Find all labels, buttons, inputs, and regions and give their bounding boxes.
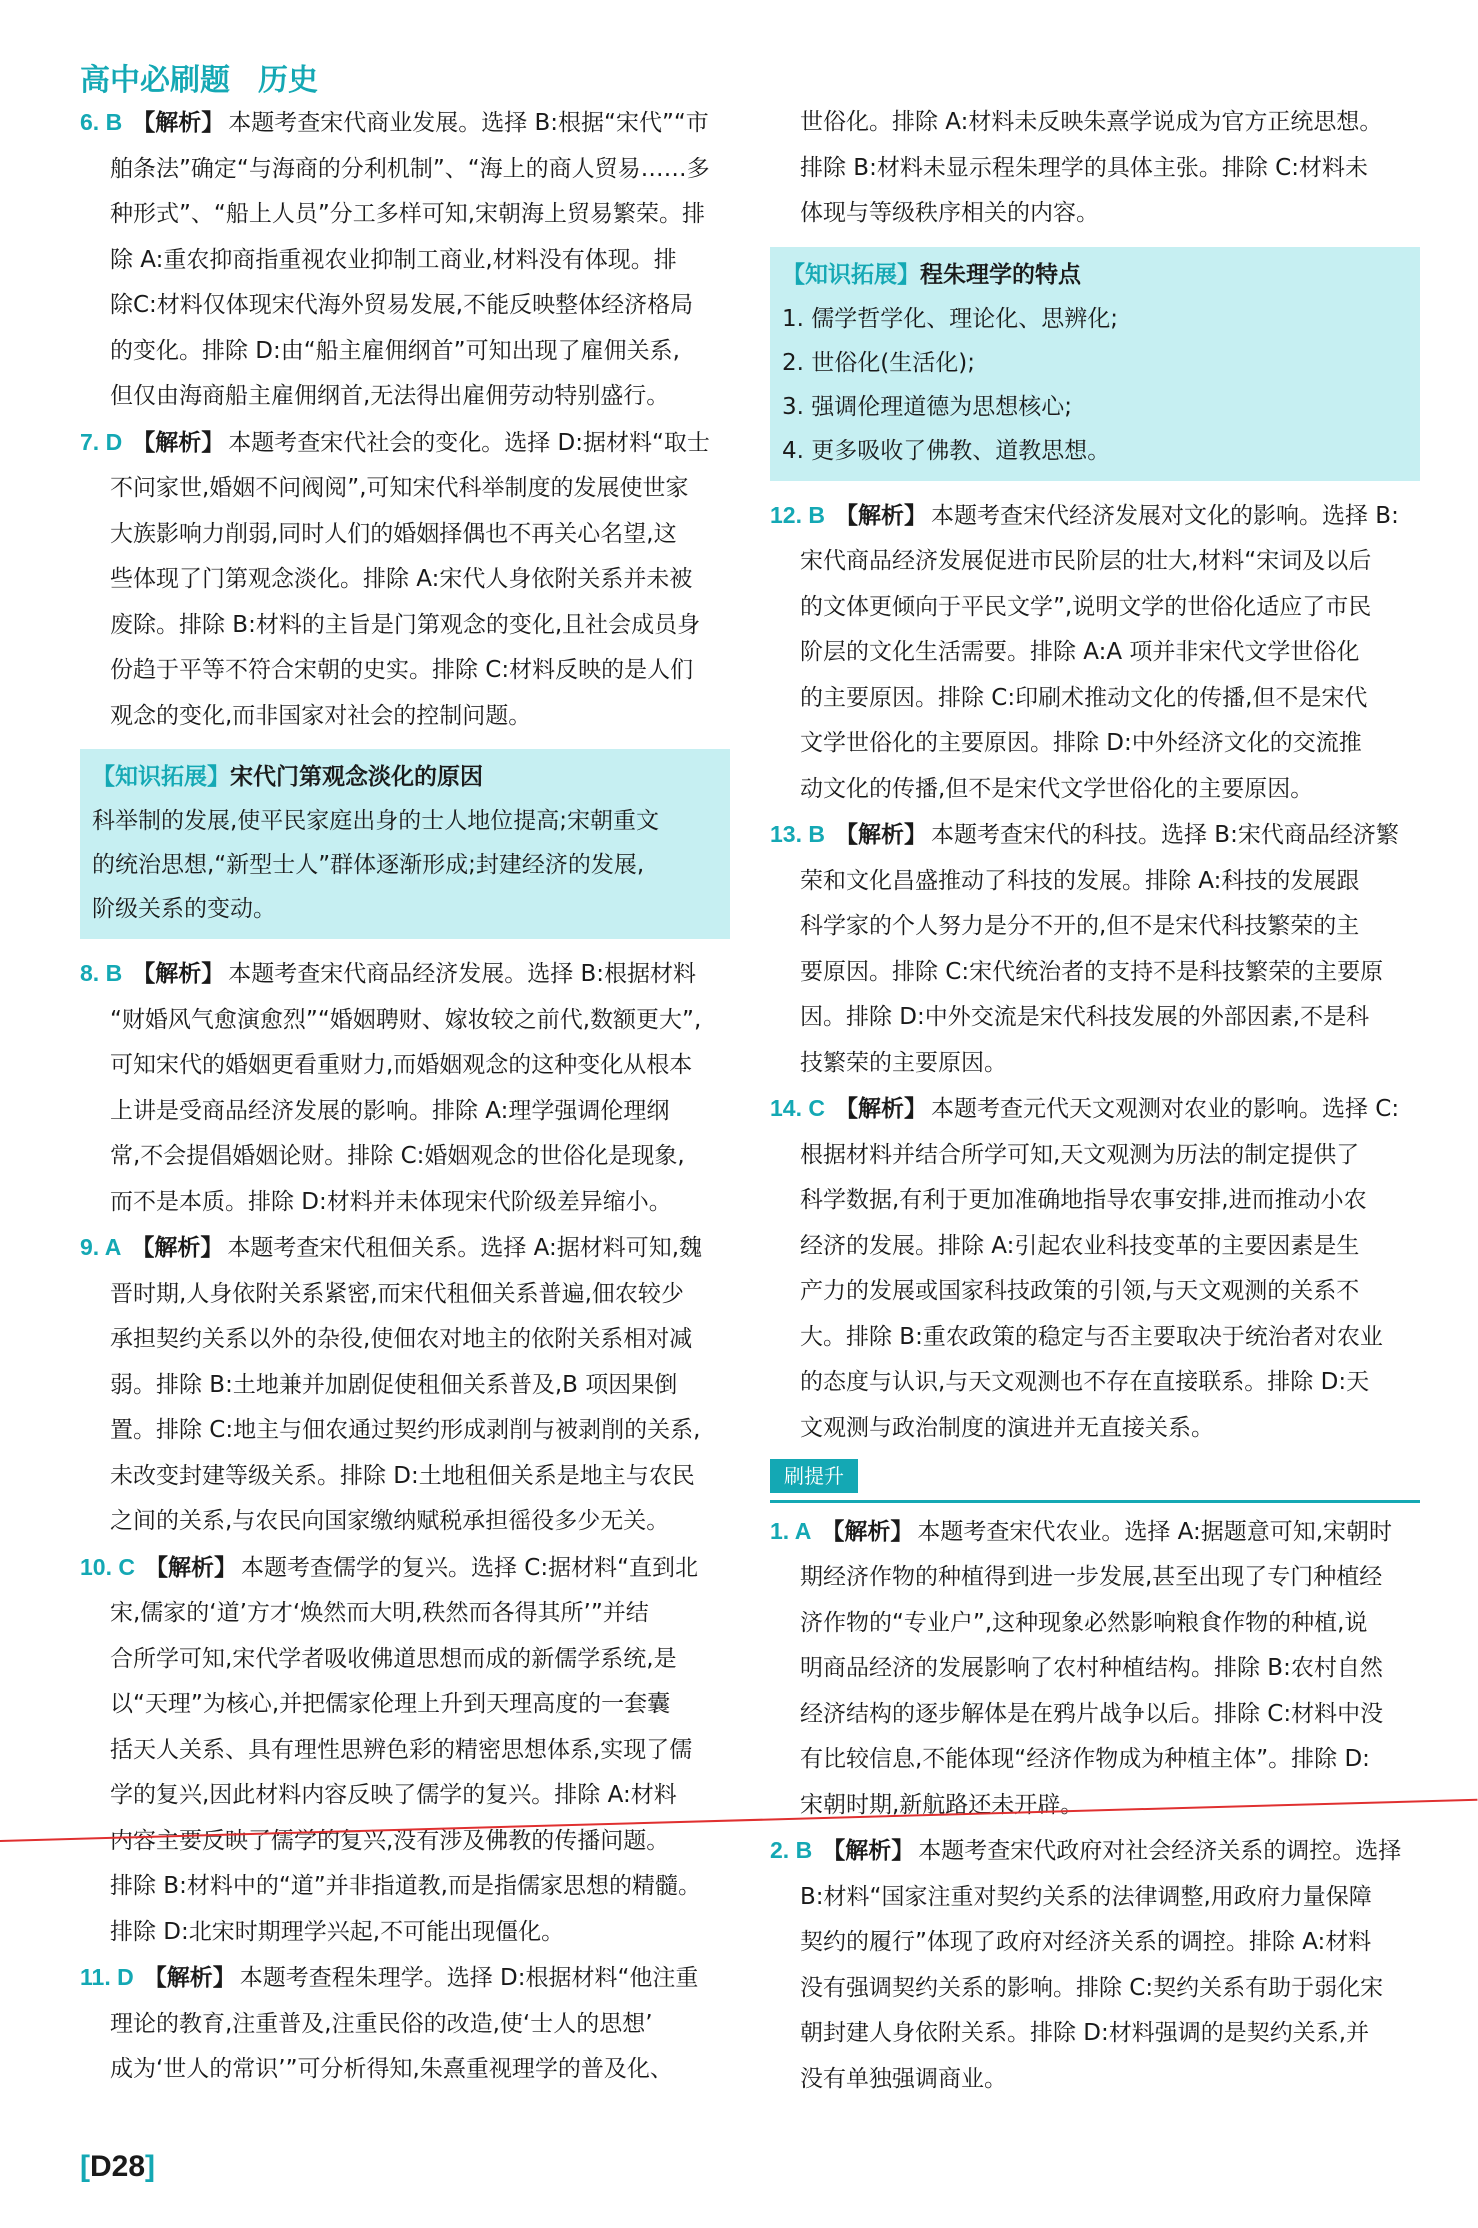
answer-line: 的文体更倾向于平民文学”,说明文学的世俗化适应了市民: [800, 593, 1372, 620]
answer-line: 之间的关系,与农民向国家缴纳赋税承担徭役多少无关。: [110, 1508, 670, 1534]
answer-line: 科学家的个人努力是分不开的,但不是宋代科技繁荣的主: [800, 913, 1360, 939]
answer-line: 没有强调契约关系的影响。排除 C:契约关系有助于弱化宋: [800, 1974, 1384, 2001]
answer-text: 本题考查宋代租佃关系。选择 A:据材料可知,魏: [227, 1235, 703, 1261]
answer-line: 排除 D:北宋时期理学兴起,不可能出现僵化。: [110, 1918, 565, 1945]
answer-line: 经济的发展。排除 A:引起农业科技变革的主要因素是生: [800, 1232, 1360, 1259]
answer-line: 技繁荣的主要原因。: [800, 1049, 1007, 1076]
answer-line: [770, 1086, 1420, 1133]
answer-number: 13. B: [770, 821, 825, 847]
section-divider: [770, 1500, 1420, 1503]
answer-line: 体现与等级秩序相关的内容。: [800, 200, 1099, 226]
extension-line: 3. 强调伦理道德为思想核心;: [782, 393, 1073, 420]
answer-text: 本题考查宋代政府对社会经济关系的调控。选择: [918, 1838, 1402, 1864]
answer-item: [80, 1545, 730, 1956]
answer-item: [770, 493, 1420, 813]
answer-text: 本题考查宋代商业发展。选择 B:根据“宋代”“市: [228, 110, 709, 136]
answer-line: 经济结构的逐步解体是在鸦片战争以后。排除 C:材料中没: [800, 1700, 1384, 1727]
answer-line: [80, 100, 730, 147]
answer-text: 本题考查元代天文观测对农业的影响。选择 C:: [930, 1096, 1400, 1122]
extension-line: 阶级关系的变动。: [92, 896, 276, 922]
answer-text: 本题考查宋代农业。选择 A:据题意可知,宋朝时: [917, 1518, 1393, 1545]
answer-line: 宋朝时期,新航路还未开辟。: [800, 1791, 1084, 1818]
answer-line: 文观测与政治制度的演进并无直接关系。: [800, 1414, 1214, 1441]
answer-line: 上讲是受商品经济发展的影响。排除 A:理学强调伦理纲: [110, 1097, 670, 1124]
knowledge-extension-box: [80, 749, 730, 939]
analysis-tag: 【解析】: [821, 1518, 914, 1545]
answer-line: [80, 420, 730, 467]
analysis-tag: 【解析】: [143, 1965, 236, 1991]
page-number-text: D28: [90, 2150, 146, 2183]
answer-line: 些体现了门第观念淡化。排除 A:宋代人身依附关系并未被: [110, 566, 693, 592]
answer-text: 本题考查儒学的复兴。选择 C:据材料“直到北: [240, 1554, 699, 1581]
answer-item: [80, 420, 730, 740]
answer-line: [770, 493, 1420, 540]
analysis-tag: 【解析】: [132, 429, 225, 456]
page-header: [80, 55, 318, 99]
answer-item: [770, 1086, 1420, 1451]
answer-line: 内容主要反映了儒学的复兴,没有涉及佛教的传播问题。: [110, 1827, 670, 1854]
answer-line: [770, 1509, 1420, 1556]
answer-line: 产力的发展或国家科技政策的引领,与天文观测的关系不: [800, 1278, 1360, 1304]
answer-line: 明商品经济的发展影响了农村种植结构。排除 B:农村自然: [800, 1655, 1383, 1681]
answer-item: [80, 1955, 730, 2093]
answer-line: 文学世俗化的主要原因。排除 D:中外经济文化的交流推: [800, 730, 1362, 756]
analysis-tag: 【解析】: [144, 1554, 237, 1581]
answer-line: 可知宋代的婚姻更看重财力,而婚姻观念的这种变化从根本: [110, 1052, 693, 1078]
answer-number: 8. B: [80, 960, 123, 986]
answer-line: 除C:材料仅体现宋代海外贸易发展,不能反映整体经济格局: [110, 292, 694, 318]
answer-line: [80, 1225, 730, 1272]
section-label: 刷提升: [770, 1459, 858, 1493]
answer-item: [770, 812, 1420, 1086]
answer-line: 学的复兴,因此材料内容反映了儒学的复兴。排除 A:材料: [110, 1782, 677, 1808]
left-column: [80, 100, 730, 2093]
answer-line: [80, 951, 730, 998]
answer-line: 除 A:重农抑商指重视农业抑制工商业,材料没有体现。排: [110, 246, 677, 273]
answer-line: 种形式”、“船上人员”分工多样可知,宋朝海上贸易繁荣。排: [110, 201, 706, 227]
right-column: [770, 100, 1420, 2102]
answer-line: “财婚风气愈演愈烈”“婚姻聘财、嫁妆较之前代,数额更大”,: [110, 1006, 702, 1033]
answer-line: 宋代商品经济发展促进市民阶层的壮大,材料“宋词及以后: [800, 548, 1372, 574]
answer-line: 弱。排除 B:土地兼并加剧促使租佃关系普及,B 项因果倒: [110, 1371, 678, 1398]
answer-number: 12. B: [770, 501, 825, 528]
answer-line: 有比较信息,不能体现“经济作物成为种植主体”。排除 D:: [800, 1746, 1370, 1772]
answer-line: 科学数据,有利于更加准确地指导农事安排,进而推动小农: [800, 1187, 1367, 1213]
answer-line: [80, 1955, 730, 2002]
book-title: 高中必刷题: [80, 63, 230, 98]
answer-line: 以“天理”为核心,并把儒家伦理上升到天理高度的一套囊: [110, 1691, 671, 1717]
extension-title: 程朱理学的特点: [920, 261, 1081, 288]
answer-line: 宋,儒家的‘道’方才‘焕然而大明,秩然而各得其所’”并结: [110, 1600, 649, 1626]
extension-line: 2. 世俗化(生活化);: [782, 349, 975, 376]
answer-number: 11. D: [80, 1964, 134, 1990]
answer-line: 晋时期,人身依附关系紧密,而宋代租佃关系普遍,佃农较少: [110, 1280, 684, 1307]
answer-item: [770, 1509, 1420, 1829]
answer-number: 1. A: [770, 1517, 812, 1544]
answer-line: 世俗化。排除 A:材料未反映朱熹学说成为官方正统思想。: [800, 109, 1383, 135]
answer-number: 6. B: [80, 109, 123, 135]
answer-line: 置。排除 C:地主与佃农通过契约形成剥削与被剥削的关系,: [110, 1417, 701, 1443]
answer-line: 荣和文化昌盛推动了科技的发展。排除 A:科技的发展跟: [800, 867, 1360, 894]
answer-text: 本题考查宋代经济发展对文化的影响。选择 B:: [930, 502, 1399, 529]
extension-line: 科举制的发展,使平民家庭出身的士人地位提高;宋朝重文: [92, 808, 660, 834]
analysis-tag: 【解析】: [132, 110, 225, 136]
answer-line: 排除 B:材料未显示程朱理学的具体主张。排除 C:材料未: [800, 154, 1368, 181]
answer-line: [770, 1828, 1420, 1875]
answer-line: 济作物的“专业户”,这种现象必然影响粮食作物的种植,说: [800, 1609, 1368, 1636]
answer-item: [770, 100, 1420, 237]
answer-line: 排除 B:材料中的“道”并非指道教,而是指儒家思想的精髓。: [110, 1873, 701, 1899]
answer-text: 本题考查程朱理学。选择 D:根据材料“他注重: [239, 1965, 699, 1991]
analysis-tag: 【解析】: [132, 961, 225, 987]
answer-line: 动文化的传播,但不是宋代文学世俗化的主要原因。: [800, 775, 1314, 802]
answer-number: 2. B: [770, 1837, 813, 1863]
answer-number: 10. C: [80, 1553, 135, 1580]
answer-line: 成为‘世人的常识’”可分析得知,朱熹重视理学的普及化、: [110, 2056, 673, 2082]
answer-line: 因。排除 D:中外交流是宋代科技发展的外部因素,不是科: [800, 1004, 1370, 1030]
answer-line: 合所学可知,宋代学者吸收佛道思想而成的新儒学系统,是: [110, 1645, 677, 1672]
analysis-tag: 【解析】: [834, 1096, 927, 1122]
answer-line: 的变化。排除 D:由“船主雇佣纲首”可知出现了雇佣关系,: [110, 337, 680, 364]
answer-line: B:材料“国家注重对契约关系的法律调整,用政府力量保障: [800, 1883, 1372, 1910]
answer-line: [80, 1545, 730, 1592]
answer-line: [770, 812, 1420, 859]
extension-tag: 【知识拓展】: [782, 261, 920, 288]
analysis-tag: 【解析】: [834, 822, 927, 848]
answer-line: 根据材料并结合所学可知,天文观测为历法的制定提供了: [800, 1141, 1360, 1168]
answer-item: [770, 1828, 1420, 2102]
answer-number: 14. C: [770, 1095, 825, 1121]
answer-text: 本题考查宋代商品经济发展。选择 B:根据材料: [228, 961, 697, 987]
answer-item: [80, 951, 730, 1225]
extension-tag: 【知识拓展】: [92, 764, 230, 790]
answer-line: 阶层的文化生活需要。排除 A:A 项并非宋代文学世俗化: [800, 639, 1360, 665]
answer-line: 承担契约关系以外的杂役,使佃农对地主的依附关系相对减: [110, 1326, 693, 1352]
answer-line: 未改变封建等级关系。排除 D:土地租佃关系是地主与农民: [110, 1462, 695, 1489]
answer-item: [80, 100, 730, 420]
answer-line: 的态度与认识,与天文观测也不存在直接联系。排除 D:天: [800, 1369, 1370, 1395]
analysis-tag: 【解析】: [131, 1235, 224, 1261]
answer-line: 朝封建人身依附关系。排除 D:材料强调的是契约关系,并: [800, 2020, 1370, 2046]
answer-line: 观念的变化,而非国家对社会的控制问题。: [110, 702, 532, 729]
answer-line: 不问家世,婚姻不问阀阅”,可知宋代科举制度的发展使世家: [110, 475, 689, 501]
page-number: [D28]: [80, 2150, 156, 2183]
analysis-tag: 【解析】: [822, 1838, 915, 1864]
answer-line: 理论的教育,注重普及,注重民俗的改造,使‘士人的思想’: [110, 2010, 653, 2037]
answer-line: 大族影响力削弱,同时人们的婚姻择偶也不再关心名望,这: [110, 520, 677, 547]
answer-number: 9. A: [80, 1234, 122, 1260]
answer-text: 本题考查宋代的科技。选择 B:宋代商品经济繁: [930, 822, 1399, 848]
answer-line: 大。排除 B:重农政策的稳定与否主要取决于统治者对农业: [800, 1323, 1383, 1350]
answer-text: 本题考查宋代社会的变化。选择 D:据材料“取士: [228, 429, 710, 456]
answer-item: [80, 1225, 730, 1545]
extension-line: 的统治思想,“新型士人”群体逐渐形成;封建经济的发展,: [92, 852, 645, 878]
extension-line: 4. 更多吸收了佛教、道教思想。: [782, 437, 1111, 464]
answer-line: 份趋于平等不符合宋朝的史实。排除 C:材料反映的是人们: [110, 657, 694, 683]
answer-line: 要原因。排除 C:宋代统治者的支持不是科技繁荣的主要原: [800, 958, 1384, 985]
extension-line: 1. 儒学哲学化、理论化、思辨化;: [782, 305, 1119, 332]
answer-line: 常,不会提倡婚姻论财。排除 C:婚姻观念的世俗化是现象,: [110, 1143, 685, 1169]
answer-line: 括天人关系、具有理性思辨色彩的精密思想体系,实现了儒: [110, 1736, 693, 1763]
answer-line: 舶条法”确定“与海商的分利机制”、“海上的商人贸易……多: [110, 155, 710, 182]
answer-line: 没有单独强调商业。: [800, 2065, 1007, 2092]
answer-line: 而不是本质。排除 D:材料并未体现宋代阶级差异缩小。: [110, 1188, 672, 1215]
extension-title: 宋代门第观念淡化的原因: [230, 764, 483, 790]
answer-line: 契约的履行”体现了政府对经济关系的调控。排除 A:材料: [800, 1929, 1372, 1955]
knowledge-extension-box: [770, 247, 1420, 481]
answer-line: 废除。排除 B:材料的主旨是门第观念的变化,且社会成员身: [110, 611, 701, 638]
answer-line: 但仅由海商船主雇佣纲首,无法得出雇佣劳动特别盛行。: [110, 383, 670, 409]
answer-line: 的主要原因。排除 C:印刷术推动文化的传播,但不是宋代: [800, 684, 1368, 711]
answer-line: 期经济作物的种植得到进一步发展,甚至出现了专门种植经: [800, 1564, 1383, 1590]
subject-title: 历史: [258, 63, 318, 98]
answer-number: 7. D: [80, 428, 123, 455]
analysis-tag: 【解析】: [834, 502, 927, 529]
